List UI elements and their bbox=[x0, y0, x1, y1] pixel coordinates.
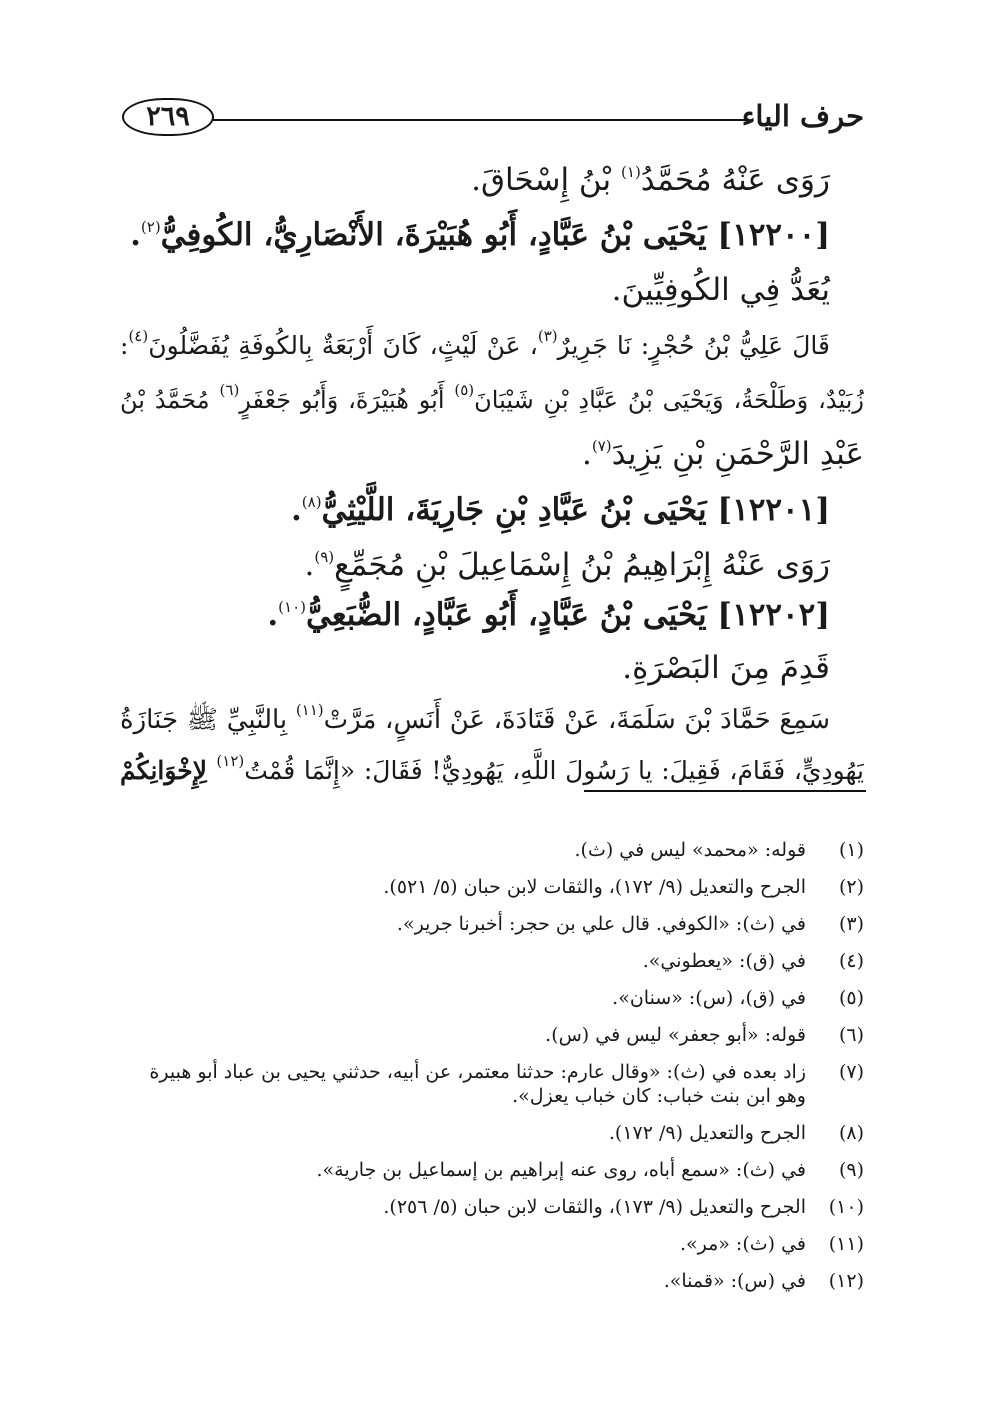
footnote-text: في (ق): «يعطوني». bbox=[642, 950, 806, 972]
text-segment: . bbox=[290, 492, 302, 528]
text-line-12 bbox=[120, 748, 864, 794]
footnote bbox=[122, 1158, 864, 1182]
footnote-ref: (٣) bbox=[537, 327, 558, 345]
footnote-number: (٦) bbox=[838, 1024, 864, 1046]
footnote-number: (٢) bbox=[838, 876, 864, 898]
footnote-text: الجرح والتعديل (٩/ ١٧٣)، والثقات لابن حبان (٥/ ٢٥٦). bbox=[383, 1196, 806, 1218]
footnote bbox=[122, 912, 864, 936]
header-rule bbox=[202, 119, 746, 121]
footnote bbox=[122, 1023, 864, 1047]
footnote-text: قوله: «محمد» ليس في (ث). bbox=[574, 839, 806, 861]
footnote bbox=[122, 1121, 864, 1145]
footnote-text: قوله: «أبو جعفر» ليس في (س). bbox=[545, 1024, 806, 1046]
footnote-ref: (٢) bbox=[140, 218, 161, 236]
running-head: حرف الياء bbox=[741, 99, 864, 133]
text-line-1 bbox=[471, 157, 830, 203]
footnote bbox=[122, 838, 864, 862]
footnote bbox=[122, 1232, 864, 1256]
footnote-text: في (ث): «سمع أباه، روى عنه إبراهيم بن إسماعيل بن جارية». bbox=[316, 1159, 806, 1181]
footnote-text: زاد بعده في (ث): «وقال عارم: حدثنا معتمر، عن أبيه، حدثني يحيى بن عباد أبو هبيرة وهو ابن بنت خباب: كان خباب يعزل». bbox=[149, 1061, 806, 1107]
text-segment: رَوَى عَنْهُ إِبْرَاهِيمُ بْنُ إِسْمَاعِيلَ بْنِ مُجَمِّعٍ bbox=[334, 547, 830, 583]
footnote-text: في (س): «قمنا». bbox=[663, 1270, 806, 1292]
footnote-number: (٥) bbox=[838, 987, 864, 1009]
text-line-4 bbox=[120, 323, 830, 369]
text-segment: . bbox=[304, 547, 315, 583]
entry-heading-12201 bbox=[291, 487, 830, 533]
footnote-ref: (٦) bbox=[219, 381, 240, 399]
footnotes-section bbox=[122, 838, 864, 1306]
footnote-number: (١) bbox=[838, 839, 864, 861]
footnote-ref: (٨) bbox=[301, 493, 322, 511]
text-line-11 bbox=[120, 697, 830, 743]
text-segment: بْنُ إِسْحَاقَ. bbox=[471, 162, 622, 198]
footnote bbox=[122, 949, 864, 973]
text-segment: . bbox=[267, 597, 279, 633]
text-segment: مُحَمَّدُ بْنُ bbox=[120, 386, 220, 414]
footnote-ref: (٧) bbox=[591, 437, 612, 455]
footnote-number: (١٠) bbox=[828, 1196, 864, 1218]
footnote-ref: (١١) bbox=[295, 701, 324, 719]
footnote bbox=[122, 875, 864, 899]
page-header bbox=[122, 96, 864, 142]
footnote-ref: (١٢) bbox=[216, 752, 245, 770]
text-segment: بِالنَّبِيِّ ﷺ جَنَازَةُ bbox=[120, 705, 296, 735]
entry-heading-12200 bbox=[130, 212, 830, 258]
entry-heading-12202 bbox=[267, 592, 830, 638]
footnote-text: في (ث): «مر». bbox=[679, 1233, 806, 1255]
footnote bbox=[122, 1269, 864, 1293]
text-segment: زُبَيْدٌ، وَطَلْحَةُ، وَيَحْيَى بْنُ عَبَّادِ بْنِ شَيْبَانَ bbox=[474, 386, 864, 414]
footnote-number: (٨) bbox=[838, 1122, 864, 1144]
footnote bbox=[122, 1060, 864, 1108]
footnote-text: الجرح والتعديل (٩/ ١٧٢)، والثقات لابن حبان (٥/ ٥٢١). bbox=[383, 876, 806, 898]
text-segment: أَبُو هُبَيْرَةَ، وَأَبُو جَعْفَرٍ bbox=[239, 386, 455, 414]
text-segment: عَبْدِ الرَّحْمَنِ بْنِ يَزِيدَ bbox=[611, 436, 864, 472]
footnote-ref: (١٠) bbox=[278, 598, 307, 616]
text-segment: قَالَ عَلِيُّ بْنُ حُجْرٍ: نَا جَرِيرٌ bbox=[557, 331, 830, 360]
footnote bbox=[122, 986, 864, 1010]
footnote-ref: (٥) bbox=[454, 381, 475, 399]
footnote-ref: (٤) bbox=[128, 327, 149, 345]
page-number: ٢٦٩ bbox=[122, 98, 214, 136]
text-segment: ، عَنْ لَيْثٍ، كَانَ أَرْبَعَةٌ بِالكُوفَةِ يُفَضَّلُونَ bbox=[148, 331, 538, 360]
text-line-6 bbox=[582, 431, 864, 477]
entry-heading-text: [١٢٢٠١] يَحْيَى بْنُ عَبَّادِ بْنِ جَارِيَةَ، اللَّيْثِيُّ bbox=[321, 492, 830, 528]
entry-heading-text: [١٢٢٠٢] يَحْيَى بْنُ عَبَّادٍ، أَبُو عَبَّادٍ، الضُّبَعِيُّ bbox=[306, 597, 830, 633]
text-segment: يَهُودِيٍّ، فَقَامَ، فَقِيلَ: يا رَسُولَ اللَّهِ، يَهُودِيٌّ! فَقَالَ: «إِنَّمَا قُمْتُ bbox=[244, 756, 864, 785]
footnote-text: في (ث): «الكوفي. قال علي بن حجر: أخبرنا جرير». bbox=[396, 913, 806, 935]
footnote-number: (١٢) bbox=[828, 1270, 864, 1292]
footnote-number: (١١) bbox=[828, 1233, 864, 1255]
footnote-ref: (٩) bbox=[314, 548, 335, 566]
footnote-number: (٩) bbox=[838, 1159, 864, 1181]
footnote bbox=[122, 1195, 864, 1219]
footnote-text: الجرح والتعديل (٩/ ١٧٢). bbox=[608, 1122, 806, 1144]
text-line-10 bbox=[622, 645, 830, 691]
text-line-5 bbox=[120, 377, 864, 423]
text-line-8 bbox=[304, 542, 830, 588]
text-segment: . bbox=[581, 436, 592, 472]
text-segment: قَدِمَ مِنَ البَصْرَةِ. bbox=[622, 650, 830, 686]
text-segment: رَوَى عَنْهُ مُحَمَّدُ bbox=[640, 162, 830, 198]
entry-heading-text: [١٢٢٠٠] يَحْيَى بْنُ عَبَّادٍ، أَبُو هُبَيْرَةَ، الأَنْصَارِيُّ، الكُوفِيُّ bbox=[160, 217, 830, 253]
hadith-text-bold: لِإِخْوَانِكُمْ bbox=[120, 756, 217, 785]
text-segment: يُعَدُّ فِي الكُوفِيِّينَ. bbox=[611, 272, 830, 308]
text-segment: : bbox=[120, 331, 129, 360]
text-segment: . bbox=[130, 217, 141, 253]
footnote-ref: (١) bbox=[621, 163, 641, 181]
footnote-number: (٣) bbox=[838, 913, 864, 935]
footnote-number: (٤) bbox=[838, 950, 864, 972]
footnote-separator bbox=[584, 790, 866, 792]
footnote-number: (٧) bbox=[838, 1061, 864, 1083]
text-line-3 bbox=[612, 267, 830, 313]
text-segment: سَمِعَ حَمَّادَ بْنَ سَلَمَةَ، عَنْ قَتَادَةَ، عَنْ أَنَسٍ، مَرَّتْ bbox=[323, 705, 830, 735]
footnote-text: في (ق)، (س): «سنان». bbox=[612, 987, 806, 1009]
